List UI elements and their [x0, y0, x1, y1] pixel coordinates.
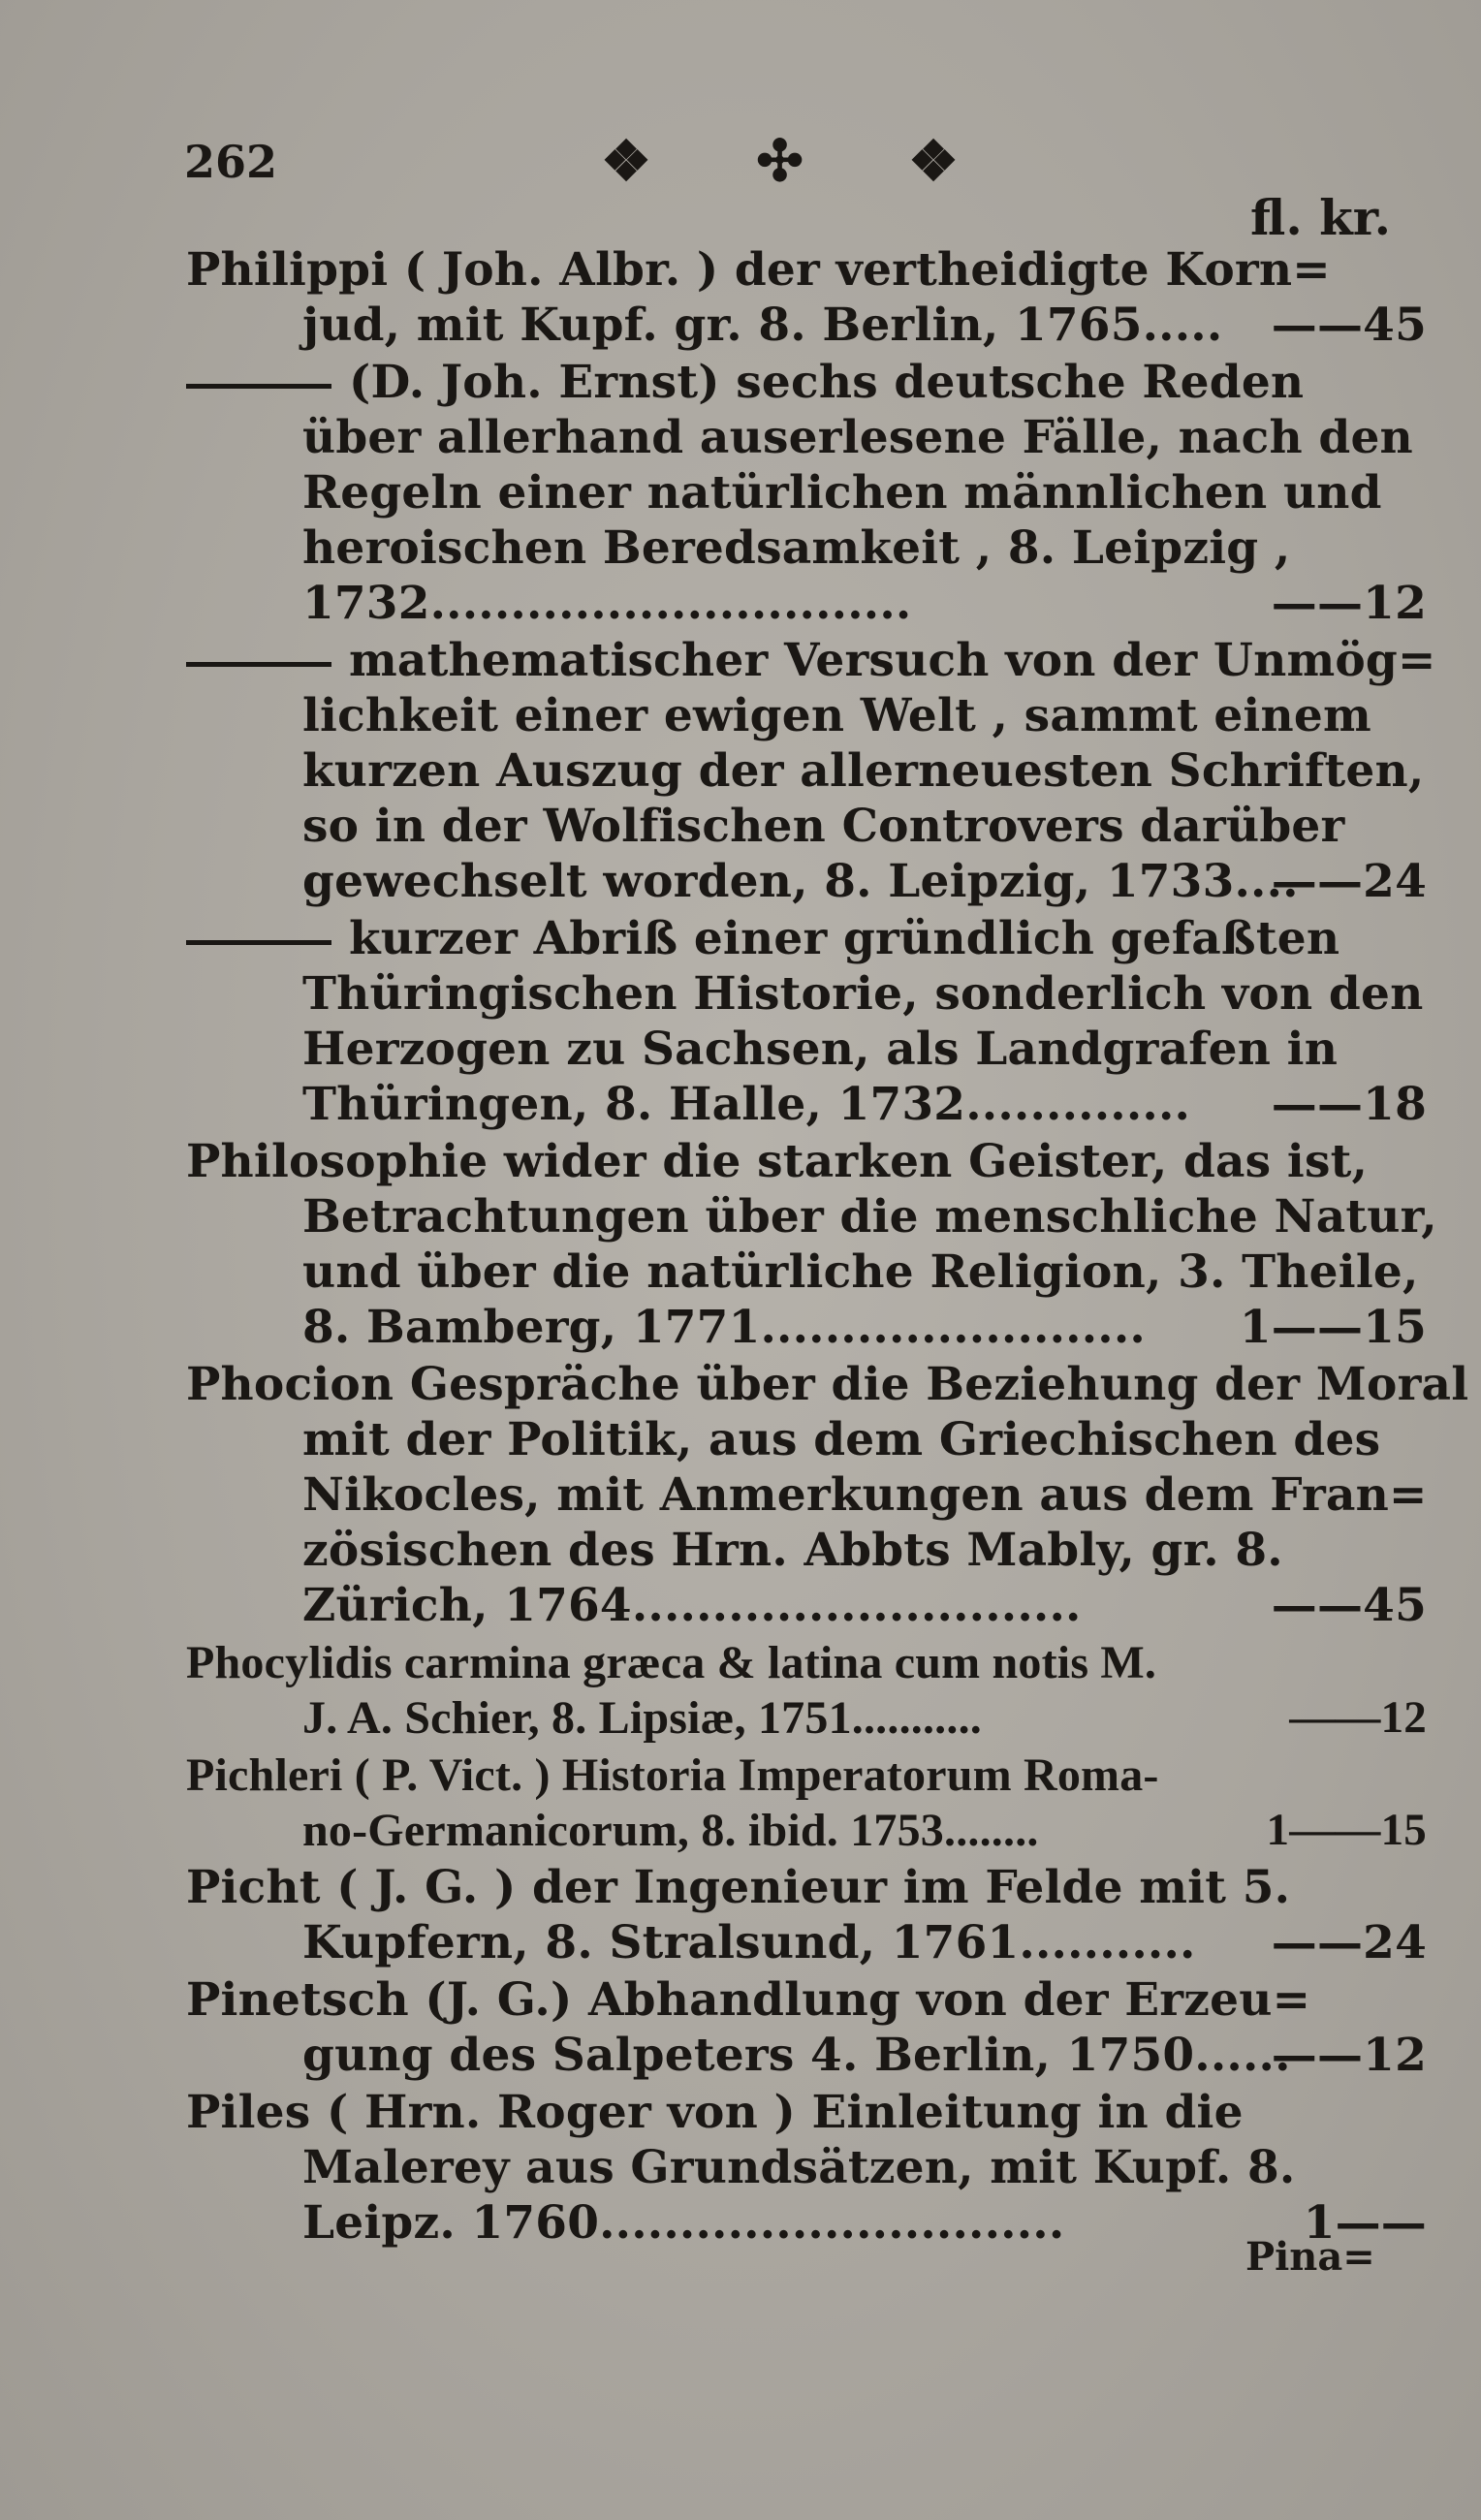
entry-line — [186, 966, 1424, 1022]
entry-text: heroischen Beredsamkeit , 8. Leipzig , — [302, 521, 1291, 575]
entry-price: 1——15 — [1266, 1805, 1427, 1855]
entry-line — [186, 2195, 1427, 2251]
entry-text: über allerhand auserlesene Fälle, nach den — [302, 411, 1413, 464]
catalogue-entry — [186, 1748, 1427, 1858]
entry-text: Thüringischen Historie, sonderlich von den — [302, 967, 1424, 1021]
entry-text: zösischen des Hrn. Abbts Mably, gr. 8. — [302, 1524, 1283, 1577]
catalogue-entries — [186, 242, 1469, 2252]
entry-line — [186, 1915, 1427, 1970]
entry-line — [186, 911, 1407, 966]
entry-line — [186, 1300, 1427, 1355]
entry-line — [186, 1748, 1407, 1803]
entry-line — [186, 1189, 1437, 1244]
entry-line — [186, 1077, 1427, 1132]
entry-text: Nikocles, mit Anmerkungen aus dem Fran= — [302, 1468, 1428, 1522]
entry-text: und über die natürliche Religion, 3. Theile, — [302, 1245, 1419, 1299]
entry-line — [186, 2140, 1407, 2195]
entry-text: Thüringen, 8. Halle, 1732.............. — [302, 1078, 1191, 1131]
entry-line — [186, 1467, 1428, 1523]
entry-line — [186, 520, 1407, 576]
entry-price: 1——15 — [1239, 1301, 1427, 1354]
catalogue-entry — [186, 1635, 1427, 1746]
entry-text: Phocion Gespräche über die Beziehung der Moral — [186, 1358, 1469, 1411]
entry-line — [186, 854, 1427, 909]
entry-line — [186, 743, 1425, 799]
entry-text: jud, mit Kupf. gr. 8. Berlin, 1765..... — [302, 299, 1223, 352]
entry-price: ——12 — [1289, 1692, 1427, 1743]
entry-line — [186, 298, 1427, 353]
entry-text: Philosophie wider die starken Geister, das ist, — [186, 1135, 1369, 1188]
entry-line — [186, 1244, 1419, 1300]
catalogue-entry — [186, 1134, 1437, 1355]
entry-text: J. A. Schier, 8. Lipsiæ, 1751........... — [302, 1692, 982, 1744]
entry-text: mit der Politik, aus dem Griechischen des — [302, 1413, 1381, 1466]
ditto-dash — [186, 940, 331, 945]
entry-text: (D. Joh. Ernst) sechs deutsche Reden — [349, 356, 1305, 409]
entry-line — [186, 799, 1407, 854]
entry-line — [186, 1523, 1407, 1578]
currency-header: fl. kr. — [1250, 189, 1391, 246]
entry-line — [186, 1803, 1427, 1858]
entry-price: ——12 — [1271, 577, 1427, 630]
entry-text: 1732.............................. — [302, 577, 912, 630]
catalogue-entry — [186, 242, 1427, 353]
entry-line — [186, 1860, 1407, 1915]
catchword: Pina= — [1245, 2234, 1375, 2280]
entry-line — [186, 1357, 1469, 1412]
ditto-dash — [186, 384, 331, 389]
entry-line — [186, 688, 1407, 743]
entry-line — [186, 2028, 1427, 2083]
entry-text: Pichleri ( P. Vict. ) Historia Imperatorum Roma- — [186, 1749, 1159, 1801]
entry-line — [186, 576, 1427, 631]
entry-line — [186, 1134, 1407, 1189]
entry-line — [186, 633, 1436, 688]
entry-text: kurzer Abriß einer gründlich gefaßten — [349, 912, 1340, 965]
entry-text: Piles ( Hrn. Roger von ) Einleitung in die — [186, 2086, 1244, 2139]
entry-price: ——45 — [1271, 299, 1427, 352]
entry-text: Leipz. 1760............................. — [302, 2196, 1065, 2250]
entry-text: 8. Bamberg, 1771........................ — [302, 1301, 1146, 1354]
entry-line — [186, 1578, 1427, 1633]
entry-text: so in der Wolfischen Controvers darüber — [302, 800, 1345, 853]
entry-price: ——12 — [1271, 2029, 1427, 2082]
entry-text: kurzen Auszug der allerneuesten Schriften, — [302, 744, 1425, 798]
entry-line — [186, 1635, 1407, 1690]
catalogue-entry — [186, 355, 1427, 631]
entry-line — [186, 410, 1413, 465]
catalogue-entry — [186, 1860, 1427, 1970]
entry-text: gung des Salpeters 4. Berlin, 1750...... — [302, 2029, 1291, 2082]
entry-line — [186, 355, 1407, 410]
entry-text: Herzogen zu Sachsen, als Landgrafen in — [302, 1023, 1339, 1076]
header-ornament: ❖ ✣ ❖ — [601, 128, 1001, 194]
entry-line — [186, 1972, 1407, 2028]
entry-text: no-Germanicorum, 8. ibid. 1753........ — [302, 1805, 1039, 1856]
catalogue-entry — [186, 2085, 1427, 2251]
entry-text: gewechselt worden, 8. Leipzig, 1733.... — [302, 855, 1299, 908]
entry-text: lichkeit einer ewigen Welt , sammt einem — [302, 689, 1371, 742]
entry-text: Zürich, 1764............................ — [302, 1579, 1082, 1632]
entry-text: Phocylidis carmina græca & latina cum notis M. — [186, 1637, 1157, 1688]
entry-line — [186, 242, 1407, 298]
entry-text: Regeln einer natürlichen männlichen und — [302, 466, 1382, 520]
entry-line — [186, 1412, 1407, 1467]
entry-text: Kupfern, 8. Stralsund, 1761........... — [302, 1916, 1196, 1969]
entry-price: 1—— — [1303, 2196, 1427, 2250]
entry-line — [186, 1022, 1407, 1077]
page-number: 262 — [184, 136, 278, 188]
catalogue-entry — [186, 911, 1427, 1132]
entry-text: Malerey aus Grundsätzen, mit Kupf. 8. — [302, 2141, 1296, 2194]
entry-price: ——18 — [1271, 1078, 1427, 1131]
entry-price: ——45 — [1271, 1579, 1427, 1632]
entry-text: Philippi ( Joh. Albr. ) der vertheidigte Korn= — [186, 243, 1331, 297]
entry-text: Betrachtungen über die menschliche Natur, — [302, 1190, 1437, 1244]
entry-line — [186, 465, 1407, 520]
entry-text: Pinetsch (J. G.) Abhandlung von der Erzeu= — [186, 1973, 1311, 2027]
entry-text: mathematischer Versuch von der Unmög= — [349, 634, 1436, 687]
catalogue-entry — [186, 1972, 1427, 2083]
catalogue-entry — [186, 633, 1436, 909]
entry-line — [186, 1690, 1427, 1746]
entry-text: Picht ( J. G. ) der Ingenieur im Felde mit 5. — [186, 1861, 1291, 1914]
ditto-dash — [186, 662, 331, 667]
catalogue-entry — [186, 1357, 1469, 1633]
entry-price: ——24 — [1271, 1916, 1427, 1969]
entry-price: ——24 — [1271, 855, 1427, 908]
entry-line — [186, 2085, 1407, 2140]
